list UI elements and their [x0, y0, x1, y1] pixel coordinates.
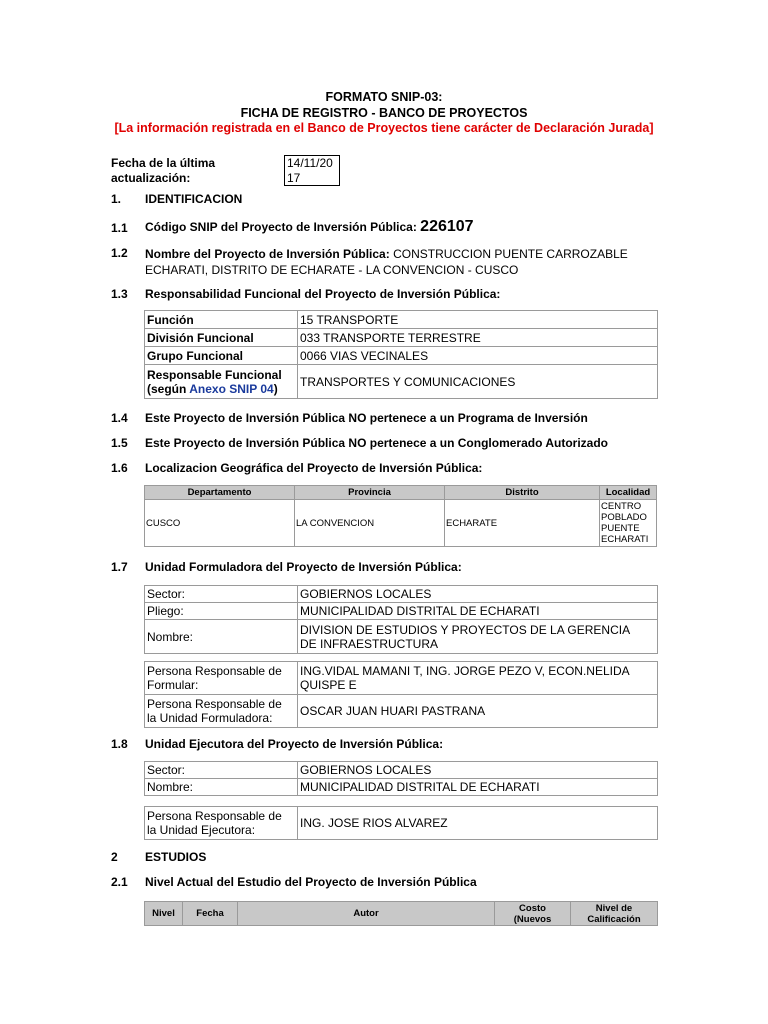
ejecutora-responsable-table	[144, 806, 658, 840]
section-number: 1.	[111, 192, 122, 206]
section-number: 1.8	[111, 737, 128, 751]
section-number: 1.2	[111, 246, 128, 260]
pliego-value: MUNICIPALIDAD DISTRITAL DE ECHARATI	[298, 603, 658, 620]
section-title-nivel-estudio: Nivel Actual del Estudio del Proyecto de Inversión Pública	[145, 875, 477, 889]
section-number: 2	[111, 850, 118, 864]
division-value: 033 TRANSPORTE TERRESTRE	[298, 329, 658, 347]
programa-statement: Este Proyecto de Inversión Pública NO pertenece a un Programa de Inversión	[145, 411, 588, 425]
header-nivel: Nivel	[145, 902, 183, 926]
section-number: 2.1	[111, 875, 128, 889]
section-title-ejecutora: Unidad Ejecutora del Proyecto de Inversión Pública:	[145, 737, 444, 751]
snip-code-line: Código SNIP del Proyecto de Inversión Pública: 226107	[145, 218, 474, 235]
ue-sector-value: GOBIERNOS LOCALES	[298, 762, 658, 779]
last-update-date: 14/11/20 17	[284, 155, 340, 186]
form-subtitle: FICHA DE REGISTRO - BANCO DE PROYECTOS	[240, 106, 528, 120]
form-title: FORMATO SNIP-03:	[325, 90, 443, 104]
last-update-label: Fecha de la última actualización:	[111, 156, 216, 185]
grupo-label: Grupo Funcional	[145, 347, 298, 365]
section-number: 1.1	[111, 221, 128, 235]
formuladora-responsables-table	[144, 661, 658, 728]
section-title-responsabilidad: Responsabilidad Funcional del Proyecto de Inversión Pública:	[145, 287, 501, 301]
funcion-label: Función	[145, 311, 298, 329]
sector-label: Sector:	[145, 586, 298, 603]
nombre-value: DIVISION DE ESTUDIOS Y PROYECTOS DE LA GERENCIA DE INFRAESTRUCTURA	[298, 620, 658, 654]
section-title-formuladora: Unidad Formuladora del Proyecto de Inversión Pública:	[145, 560, 462, 574]
functional-table	[144, 310, 658, 399]
cell-localidad: CENTRO POBLADO PUENTE ECHARATI	[600, 500, 657, 547]
formuladora-table	[144, 585, 658, 654]
cell-departamento: CUSCO	[145, 500, 295, 547]
persona-ue-label: Persona Responsable de la Unidad Ejecutora:	[145, 807, 298, 840]
header-fecha: Fecha	[183, 902, 238, 926]
ue-sector-label: Sector:	[145, 762, 298, 779]
estudios-table	[144, 901, 658, 926]
responsable-funcional-label: Responsable Funcional (según Anexo SNIP 04)	[145, 365, 298, 399]
sector-value: GOBIERNOS LOCALES	[298, 586, 658, 603]
section-number: 1.5	[111, 436, 128, 450]
section-number: 1.3	[111, 287, 128, 301]
persona-ue-value: ING. JOSE RIOS ALVAREZ	[298, 807, 658, 840]
ue-nombre-label: Nombre:	[145, 779, 298, 796]
declaration-notice: [La información registrada en el Banco de Proyectos tiene carácter de Declaración Jurada]	[114, 121, 654, 135]
ejecutora-table	[144, 761, 658, 796]
conglomerado-statement: Este Proyecto de Inversión Pública NO pertenece a un Conglomerado Autorizado	[145, 436, 608, 450]
responsable-funcional-value: TRANSPORTES Y COMUNICACIONES	[298, 365, 658, 399]
header-provincia: Provincia	[295, 486, 445, 500]
header-calificacion: Nivel de Calificación	[571, 902, 658, 926]
header-departamento: Departamento	[145, 486, 295, 500]
location-table	[144, 485, 657, 547]
section-title-estudios: ESTUDIOS	[145, 850, 207, 864]
cell-distrito: ECHARATE	[445, 500, 600, 547]
project-name: Nombre del Proyecto de Inversión Pública: CONSTRUCCION PUENTE CARROZABLE ECHARATI, DISTRITO DE ECHARATE - LA CONVENCION - CUSCO	[145, 247, 628, 277]
division-label: División Funcional	[145, 329, 298, 347]
header-autor: Autor	[238, 902, 495, 926]
persona-uf-value: OSCAR JUAN HUARI PASTRANA	[298, 695, 658, 728]
grupo-value: 0066 VIAS VECINALES	[298, 347, 658, 365]
header-distrito: Distrito	[445, 486, 600, 500]
section-number: 1.4	[111, 411, 128, 425]
funcion-value: 15 TRANSPORTE	[298, 311, 658, 329]
section-title-localizacion: Localizacion Geográfica del Proyecto de Inversión Pública:	[145, 461, 483, 475]
header-localidad: Localidad	[600, 486, 657, 500]
anexo-snip-link[interactable]: Anexo SNIP 04	[189, 381, 274, 396]
persona-uf-label: Persona Responsable de la Unidad Formuladora:	[145, 695, 298, 728]
persona-formular-value: ING.VIDAL MAMANI T, ING. JORGE PEZO V, ECON.NELIDA QUISPE E	[298, 662, 658, 695]
snip-code: 226107	[420, 218, 474, 235]
ue-nombre-value: MUNICIPALIDAD DISTRITAL DE ECHARATI	[298, 779, 658, 796]
section-number: 1.6	[111, 461, 128, 475]
pliego-label: Pliego:	[145, 603, 298, 620]
cell-provincia: LA CONVENCION	[295, 500, 445, 547]
section-title-identificacion: IDENTIFICACION	[145, 192, 243, 206]
nombre-label: Nombre:	[145, 620, 298, 654]
persona-formular-label: Persona Responsable de Formular:	[145, 662, 298, 695]
section-number: 1.7	[111, 560, 128, 574]
header-costo: Costo (Nuevos	[495, 902, 571, 926]
